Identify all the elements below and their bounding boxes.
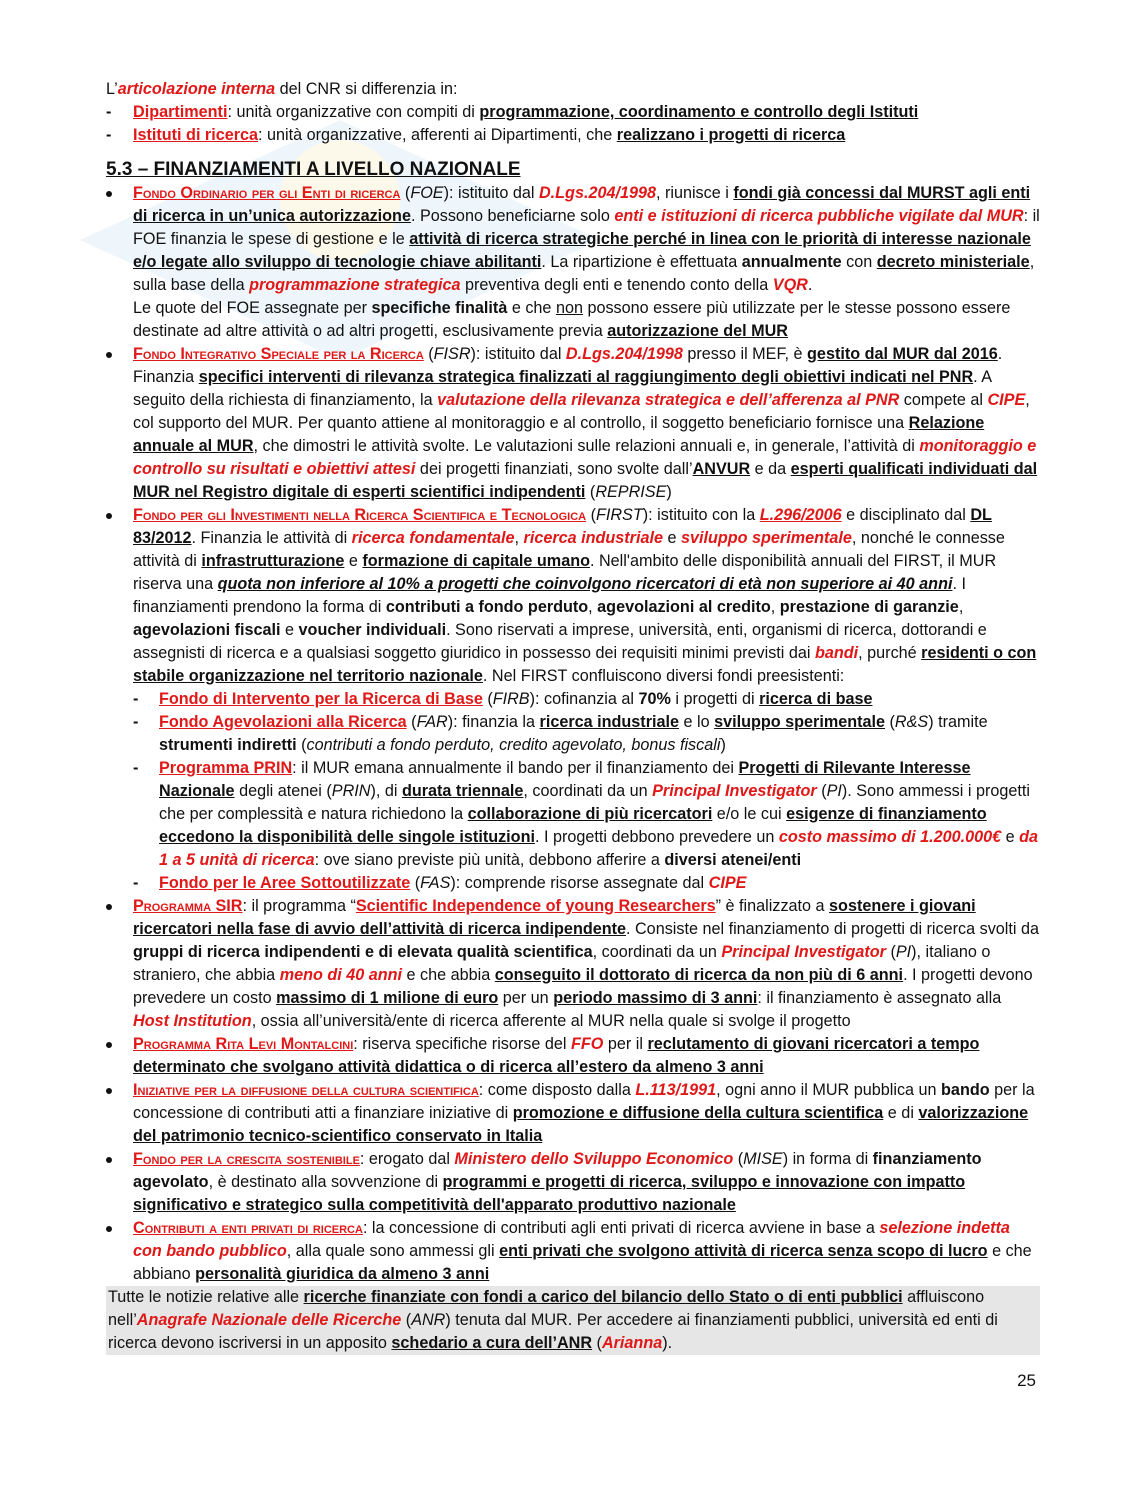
idc-item: Iniziative per la diffusione della cultura scientifica: come disposto dalla L.113/1991, ogni anno il MUR pubblica un bando per la concessione di contributi atti a finanziare iniziative di promozione e diffusione della cultura scientifica e di valorizzazione del patrimonio tecnico-scientifico conservato in Italia (106, 1079, 1040, 1148)
prin-subitem: - Programma PRIN: il MUR emana annualmente il bando per il finanziamento dei Progetti di Rilevante Interesse Nazionale degli atenei (PRIN), di durata triennale, coordinati da un Principal Investigator (PI). Sono ammessi i progetti che per complessità e natura richiedono la collaborazione di più ricercatori e/o le cui esigenze di finanziamento eccedono la disponibilità delle singole istituzioni. I progetti debbono prevedere un costo massimo di 1.200.000€ e da 1 a 5 unità di ricerca: ove siano previste più unità, debbono afferire a diversi atenei/enti (133, 759, 1039, 869)
bullet-icon (106, 1157, 112, 1163)
first-item: Fondo per gli Investimenti nella Ricerca Scientifica e Tecnologica (FIRST): istituito con la L.296/2006 e disciplinato dal DL 83/2012. Finanzia le attività di ricerca fondamentale, ricerca industriale e sviluppo sperimentale, nonché le connesse attività di infrastrutturazione e formazione di capitale umano. Nell'ambito delle disponibilità annuali del FIRST, il MUR riserva una quota non inferiore al 10% a progetti che coinvolgono ricercatori di età non superiore ai 40 anni. I finanziamenti prendono la forma di contributi a fondo perduto, agevolazioni al credito, prestazione di garanzie, agevolazioni fiscali e voucher individuali. Sono riservati a imprese, università, enti, organismi di ricerca, dottorandi e assegnisti di ricerca e a qualsiasi soggetto giuridico in possesso dei requisiti minimi previsti dai bandi, purché residenti o con stabile organizzazione nel territorio nazionale. Nel FIRST confluiscono diversi fondi preesistenti: (106, 504, 1040, 688)
bullet-icon (106, 1226, 112, 1232)
fas-subitem: - Fondo per le Aree Sottoutilizzate (FAS): comprende risorse assegnate dal CIPE (133, 874, 747, 892)
rlm-item: Programma Rita Levi Montalcini: riserva specifiche risorse del FFO per il reclutamento di giovani ricercatori a tempo determinato che svolgano attività didattica o di ricerca all’estero da almeno 3 anni (106, 1033, 1040, 1079)
bullet-icon (106, 352, 112, 358)
intro-line: L’articolazione interna del CNR si differenzia in: (106, 80, 458, 98)
foe-item: Fondo Ordinario per gli Enti di ricerca (FOE): istituito dal D.Lgs.204/1998, riunisce i fondi già concessi dal MURST agli enti di ricerca in un’unica autorizzazione. Possono beneficiarne solo enti e istituzioni di ricerca pubbliche vigilate dal MUR: il FOE finanzia le spese di gestione e le attività di ricerca strategiche perché in linea con le priorità di interesse nazionale e/o legate allo sviluppo di tecnologie chiave abilitanti. La ripartizione è effettuata annualmente con decreto ministeriale, sulla base della programmazione strategica preventiva degli enti e tenendo conto della VQR. Le quote del FOE assegnate per specifiche finalità e che non possono essere più utilizzate per le stesse possono essere destinate ad altre attività o ad altri progetti, esclusivamente previa autorizzazione del MUR (106, 182, 1040, 343)
institute-item: - Istituti di ricerca: unità organizzative, afferenti ai Dipartimenti, che realizzano i progetti di ricerca (106, 124, 1040, 147)
section-heading: 5.3 – FINANZIAMENTI A LIVELLO NAZIONALE (106, 159, 521, 180)
fcs-item: Fondo per la crescita sostenibile: erogato dal Ministero dello Sviluppo Economico (MISE) in forma di finanziamento agevolato, è destinato alla sovvenzione di programmi e progetti di ricerca, sviluppo e innovazione con impatto significativo e strategico sulla competitività dell'apparato produttivo nazionale (106, 1148, 1040, 1217)
fisr-item: Fondo Integrativo Speciale per la Ricerca (FISR): istituito dal D.Lgs.204/1998 presso il MEF, è gestito dal MUR dal 2016. Finanzia specifici interventi di rilevanza strategica finalizzati al raggiungimento degli obiettivi indicati nel PNR. A seguito della richiesta di finanziamento, la valutazione della rilevanza strategica e dell’afferenza al PNR compete al CIPE, col supporto del MUR. Per quanto attiene al monitoraggio e al controllo, il soggetto beneficiario fornisce una Relazione annuale al MUR, che dimostri le attività svolte. Le valutazioni sulle relazioni annuali e, in generale, l’attività di monitoraggio e controllo su risultati e obiettivi attesi dei progetti finanziati, sono svolte dall’ANVUR e da esperti qualificati individuati dal MUR nel Registro digitale di esperti scientifici indipendenti (REPRISE) (106, 343, 1040, 504)
page-number: 25 (1017, 1371, 1036, 1390)
document-page (106, 78, 1040, 1355)
firb-subitem: - Fondo di Intervento per la Ricerca di Base (FIRB): cofinanzia al 70% i progetti di ricerca di base (133, 690, 873, 708)
bullet-icon (106, 191, 112, 197)
sir-item: Programma SIR: il programma “Scientific Independence of young Researchers” è finalizzato a sostenere i giovani ricercatori nella fase di avvio dell’attività di ricerca indipendente. Consiste nel finanziamento di progetti di ricerca svolti da gruppi di ricerca indipendenti e di elevata qualità scientifica, coordinati da un Principal Investigator (PI), italiano o straniero, che abbia meno di 40 anni e che abbia conseguito il dottorato di ricerca da non più di 6 anni. I progetti devono prevedere un costo massimo di 1 milione di euro per un periodo massimo di 3 anni: il finanziamento è assegnato alla Host Institution, ossia all’università/ente di ricerca afferente al MUR nella quale si svolge il progetto (106, 895, 1040, 1033)
bullet-icon (106, 904, 112, 910)
bullet-icon (106, 513, 112, 519)
bullet-icon (106, 1042, 112, 1048)
cep-item: Contributi a enti privati di ricerca: la concessione di contributi agli enti privati di ricerca avviene in base a selezione indetta con bando pubblico, alla quale sono ammessi gli enti privati che svolgono attività di ricerca senza scopo di lucro e che abbiano personalità giuridica da almeno 3 anni (106, 1217, 1040, 1286)
bullet-icon (106, 1088, 112, 1094)
far-subitem: - Fondo Agevolazioni alla Ricerca (FAR): finanzia la ricerca industriale e lo sviluppo sperimentale (R&S) tramite strumenti indiretti (contributi a fondo perduto, credito agevolato, bonus fiscali) (133, 713, 988, 754)
anr-note-box: Tutte le notizie relative alle ricerche finanziate con fondi a carico del bilancio dello Stato o di enti pubblici affluiscono nell’Anagrafe Nazionale delle Ricerche (ANR) tenuta dal MUR. Per accedere ai finanziamenti pubblici, università ed enti di ricerca devono iscriversi in un apposito schedario a cura dell’ANR (Arianna). (106, 1286, 1040, 1355)
dept-item: - Dipartimenti: unità organizzative con compiti di programmazione, coordinamento e controllo degli Istituti (106, 101, 1040, 124)
